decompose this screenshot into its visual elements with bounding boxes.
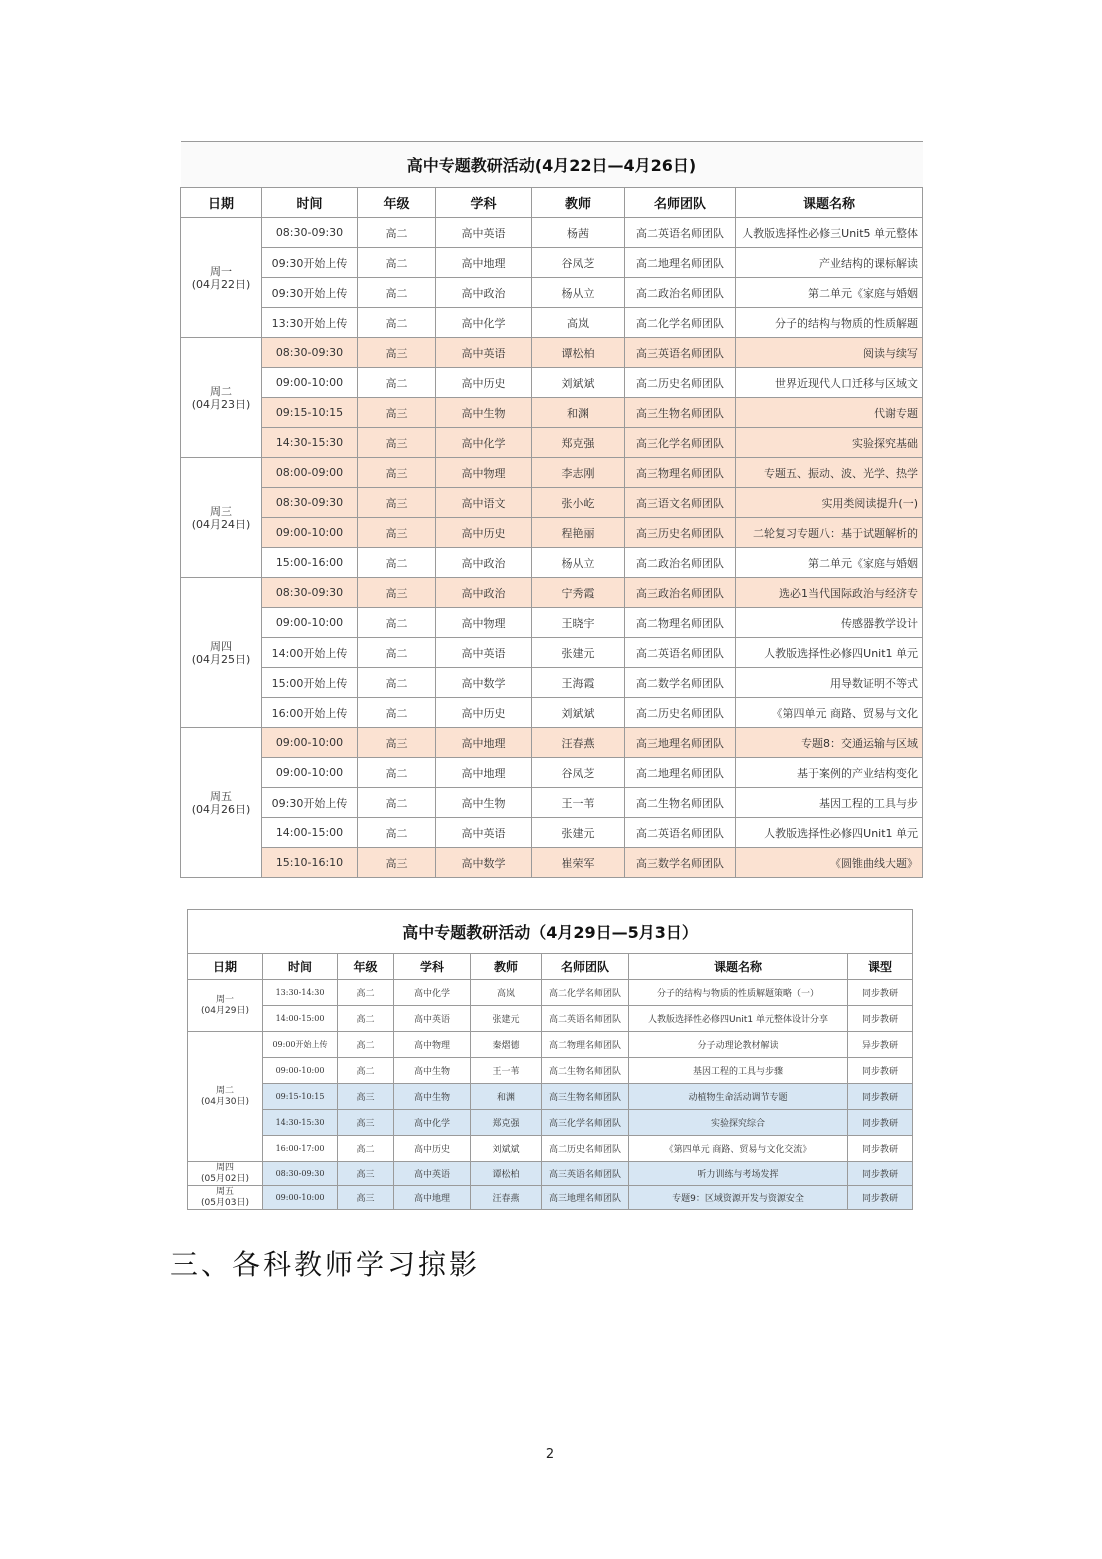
grade-cell: 高二 — [358, 818, 436, 848]
subject-cell: 高中数学 — [436, 668, 532, 698]
time-cell: 15:00开始上传 — [262, 668, 358, 698]
table-header-row — [181, 188, 923, 218]
subject-cell: 高中生物 — [436, 788, 532, 818]
table-row — [181, 608, 923, 638]
column-header: 名师团队 — [625, 188, 736, 218]
time-cell: 08:00-09:00 — [262, 458, 358, 488]
grade-cell: 高二 — [338, 1058, 394, 1084]
topic-cell: 基于案例的产业结构变化 — [736, 758, 923, 788]
topic-cell: 人教版选择性必修四Unit1 单元整体设计分享 — [629, 1006, 848, 1032]
grade-cell: 高三 — [358, 848, 436, 878]
table-row — [181, 368, 923, 398]
teacher-cell: 张建元 — [471, 1006, 542, 1032]
table-title: 高中专题教研活动（4月29日—5月3日） — [188, 910, 913, 954]
column-header: 日期 — [181, 188, 262, 218]
subject-cell: 高中化学 — [436, 428, 532, 458]
table-row — [181, 788, 923, 818]
grade-cell: 高三 — [358, 458, 436, 488]
type-cell: 同步教研 — [848, 1006, 913, 1032]
teacher-cell: 秦熠德 — [471, 1032, 542, 1058]
column-header: 日期 — [188, 954, 263, 980]
time-cell: 16:00-17:00 — [263, 1136, 338, 1162]
time-cell: 14:00-15:00 — [262, 818, 358, 848]
type-cell: 同步教研 — [848, 1110, 913, 1136]
subject-cell: 高中英语 — [436, 638, 532, 668]
grade-cell: 高三 — [358, 728, 436, 758]
teacher-cell: 李志刚 — [532, 458, 625, 488]
team-cell: 高三地理名师团队 — [625, 728, 736, 758]
subject-cell: 高中政治 — [436, 278, 532, 308]
teacher-cell: 张小屹 — [532, 488, 625, 518]
grade-cell: 高二 — [338, 1006, 394, 1032]
team-cell: 高二英语名师团队 — [625, 218, 736, 248]
table-row — [181, 548, 923, 578]
table-row — [181, 458, 923, 488]
subject-cell: 高中生物 — [394, 1084, 471, 1110]
subject-cell: 高中英语 — [436, 338, 532, 368]
teacher-cell: 汪春燕 — [471, 1186, 542, 1210]
time-cell: 09:15-10:15 — [262, 398, 358, 428]
team-cell: 高三数学名师团队 — [625, 848, 736, 878]
teacher-cell: 谭松柏 — [532, 338, 625, 368]
table-row — [188, 1032, 913, 1058]
time-cell: 08:30-09:30 — [262, 218, 358, 248]
subject-cell: 高中化学 — [394, 980, 471, 1006]
page-number: 2 — [545, 1447, 555, 1462]
date-cell: 周一 (04月22日) — [181, 218, 262, 338]
team-cell: 高三英语名师团队 — [625, 338, 736, 368]
grade-cell: 高二 — [358, 668, 436, 698]
topic-cell: 用导数证明不等式 — [736, 668, 923, 698]
time-cell: 08:30-09:30 — [263, 1162, 338, 1186]
time-cell: 15:10-16:10 — [262, 848, 358, 878]
table-row — [181, 248, 923, 278]
subject-cell: 高中物理 — [436, 458, 532, 488]
team-cell: 高三化学名师团队 — [542, 1110, 629, 1136]
teacher-cell: 程艳丽 — [532, 518, 625, 548]
date-cell: 周二 (04月23日) — [181, 338, 262, 458]
team-cell: 高二政治名师团队 — [625, 278, 736, 308]
teacher-cell: 杨从立 — [532, 548, 625, 578]
topic-cell: 动植物生命活动调节专题 — [629, 1084, 848, 1110]
teacher-cell: 谷凤芝 — [532, 758, 625, 788]
team-cell: 高二生物名师团队 — [625, 788, 736, 818]
topic-cell: 人教版选择性必修三Unit5 单元整体 — [736, 218, 923, 248]
time-cell: 15:00-16:00 — [262, 548, 358, 578]
teacher-cell: 汪春燕 — [532, 728, 625, 758]
teacher-cell: 和渊 — [532, 398, 625, 428]
type-cell: 同步教研 — [848, 1084, 913, 1110]
grade-cell: 高二 — [338, 1136, 394, 1162]
subject-cell: 高中地理 — [436, 758, 532, 788]
topic-cell: 专题五、振动、波、光学、热学 — [736, 458, 923, 488]
team-cell: 高三地理名师团队 — [542, 1186, 629, 1210]
team-cell: 高三语文名师团队 — [625, 488, 736, 518]
team-cell: 高三英语名师团队 — [542, 1162, 629, 1186]
grade-cell: 高二 — [358, 788, 436, 818]
type-cell: 同步教研 — [848, 1136, 913, 1162]
topic-cell: 世界近现代人口迁移与区域文 — [736, 368, 923, 398]
column-header: 教师 — [471, 954, 542, 980]
topic-cell: 代谢专题 — [736, 398, 923, 428]
subject-cell: 高中政治 — [436, 548, 532, 578]
teacher-cell: 崔荣军 — [532, 848, 625, 878]
topic-cell: 实用类阅读提升(一) — [736, 488, 923, 518]
time-cell: 09:00-10:00 — [263, 1186, 338, 1210]
table-header-row — [188, 954, 913, 980]
team-cell: 高三生物名师团队 — [625, 398, 736, 428]
subject-cell: 高中物理 — [436, 608, 532, 638]
topic-cell: 《第四单元 商路、贸易与文化交流》 — [629, 1136, 848, 1162]
time-cell: 08:30-09:30 — [262, 338, 358, 368]
teacher-cell: 郑克强 — [532, 428, 625, 458]
teacher-cell: 刘斌斌 — [471, 1136, 542, 1162]
team-cell: 高二化学名师团队 — [542, 980, 629, 1006]
table-row — [181, 308, 923, 338]
topic-cell: 《圆锥曲线大题》 — [736, 848, 923, 878]
team-cell: 高二历史名师团队 — [625, 698, 736, 728]
team-cell: 高二物理名师团队 — [625, 608, 736, 638]
table-row — [181, 668, 923, 698]
grade-cell: 高二 — [338, 1032, 394, 1058]
type-cell: 同步教研 — [848, 1058, 913, 1084]
teacher-cell: 和渊 — [471, 1084, 542, 1110]
date-cell: 周一 (04月29日) — [188, 980, 263, 1032]
subject-cell: 高中语文 — [436, 488, 532, 518]
topic-cell: 产业结构的课标解读 — [736, 248, 923, 278]
teacher-cell: 刘斌斌 — [532, 368, 625, 398]
time-cell: 13:30-14:30 — [263, 980, 338, 1006]
teacher-cell: 王一苇 — [532, 788, 625, 818]
column-header: 名师团队 — [542, 954, 629, 980]
subject-cell: 高中地理 — [394, 1186, 471, 1210]
teacher-cell: 高岚 — [532, 308, 625, 338]
topic-cell: 人教版选择性必修四Unit1 单元 — [736, 818, 923, 848]
grade-cell: 高二 — [338, 980, 394, 1006]
subject-cell: 高中英语 — [394, 1162, 471, 1186]
teacher-cell: 王晓宇 — [532, 608, 625, 638]
team-cell: 高二地理名师团队 — [625, 758, 736, 788]
grade-cell: 高二 — [358, 608, 436, 638]
team-cell: 高二历史名师团队 — [542, 1136, 629, 1162]
teacher-cell: 王海霞 — [532, 668, 625, 698]
topic-cell: 分子的结构与物质的性质解题 — [736, 308, 923, 338]
grade-cell: 高二 — [358, 368, 436, 398]
team-cell: 高二英语名师团队 — [625, 638, 736, 668]
time-cell: 09:00-10:00 — [262, 518, 358, 548]
table-row — [188, 1162, 913, 1186]
time-cell: 09:00-10:00 — [262, 608, 358, 638]
team-cell: 高三历史名师团队 — [625, 518, 736, 548]
subject-cell: 高中生物 — [436, 398, 532, 428]
time-cell: 14:00-15:00 — [263, 1006, 338, 1032]
subject-cell: 高中数学 — [436, 848, 532, 878]
time-cell: 09:30开始上传 — [262, 788, 358, 818]
section-heading: 三、各科教师学习掠影 — [170, 1248, 481, 1281]
team-cell: 高二英语名师团队 — [542, 1006, 629, 1032]
time-cell: 16:00开始上传 — [262, 698, 358, 728]
column-header: 课题名称 — [736, 188, 923, 218]
grade-cell: 高二 — [358, 278, 436, 308]
subject-cell: 高中英语 — [436, 818, 532, 848]
topic-cell: 选必1当代国际政治与经济专 — [736, 578, 923, 608]
topic-cell: 第二单元《家庭与婚姻 — [736, 548, 923, 578]
grade-cell: 高二 — [358, 758, 436, 788]
table-row — [181, 398, 923, 428]
time-cell: 09:00-10:00 — [262, 368, 358, 398]
grade-cell: 高三 — [338, 1084, 394, 1110]
date-cell: 周三 (04月24日) — [181, 458, 262, 578]
time-cell: 14:30-15:30 — [262, 428, 358, 458]
topic-cell: 二轮复习专题八：基于试题解析的 — [736, 518, 923, 548]
table-row — [181, 488, 923, 518]
team-cell: 高二历史名师团队 — [625, 368, 736, 398]
team-cell: 高二政治名师团队 — [625, 548, 736, 578]
topic-cell: 《第四单元 商路、贸易与文化 — [736, 698, 923, 728]
teacher-cell: 郑克强 — [471, 1110, 542, 1136]
table-row — [188, 1186, 913, 1210]
subject-cell: 高中地理 — [436, 248, 532, 278]
table-row — [188, 1136, 913, 1162]
type-cell: 同步教研 — [848, 1162, 913, 1186]
time-cell: 09:00-10:00 — [263, 1058, 338, 1084]
table-row — [181, 818, 923, 848]
column-header: 学科 — [394, 954, 471, 980]
subject-cell: 高中历史 — [436, 368, 532, 398]
subject-cell: 高中化学 — [436, 308, 532, 338]
table-row — [181, 698, 923, 728]
column-header: 教师 — [532, 188, 625, 218]
grade-cell: 高三 — [358, 488, 436, 518]
type-cell: 同步教研 — [848, 1186, 913, 1210]
column-header: 年级 — [358, 188, 436, 218]
time-cell: 09:30开始上传 — [262, 248, 358, 278]
column-header: 时间 — [263, 954, 338, 980]
date-cell: 周二 (04月30日) — [188, 1032, 263, 1162]
type-cell: 异步教研 — [848, 1032, 913, 1058]
table-row — [188, 1084, 913, 1110]
time-cell: 09:30开始上传 — [262, 278, 358, 308]
time-cell: 13:30开始上传 — [262, 308, 358, 338]
column-header: 课型 — [848, 954, 913, 980]
teacher-cell: 谷凤芝 — [532, 248, 625, 278]
teacher-cell: 刘斌斌 — [532, 698, 625, 728]
type-cell: 同步教研 — [848, 980, 913, 1006]
grade-cell: 高二 — [358, 248, 436, 278]
topic-cell: 实验探究基础 — [736, 428, 923, 458]
topic-cell: 人教版选择性必修四Unit1 单元 — [736, 638, 923, 668]
subject-cell: 高中生物 — [394, 1058, 471, 1084]
schedule-table-apr29-may3 — [187, 909, 913, 1210]
column-header: 年级 — [338, 954, 394, 980]
teacher-cell: 王一苇 — [471, 1058, 542, 1084]
teacher-cell: 杨茜 — [532, 218, 625, 248]
table-row — [181, 428, 923, 458]
team-cell: 高三政治名师团队 — [625, 578, 736, 608]
topic-cell: 专题8：交通运输与区域 — [736, 728, 923, 758]
topic-cell: 阅读与续写 — [736, 338, 923, 368]
grade-cell: 高三 — [358, 578, 436, 608]
table-row — [188, 1110, 913, 1136]
column-header: 时间 — [262, 188, 358, 218]
topic-cell: 第二单元《家庭与婚姻 — [736, 278, 923, 308]
teacher-cell: 宁秀霞 — [532, 578, 625, 608]
column-header: 课题名称 — [629, 954, 848, 980]
topic-cell: 专题9：区域资源开发与资源安全 — [629, 1186, 848, 1210]
table-row — [188, 1058, 913, 1084]
time-cell: 14:00开始上传 — [262, 638, 358, 668]
subject-cell: 高中历史 — [436, 518, 532, 548]
subject-cell: 高中地理 — [436, 728, 532, 758]
table-title-row — [188, 910, 913, 954]
table-row — [181, 578, 923, 608]
table-row — [181, 638, 923, 668]
teacher-cell: 杨从立 — [532, 278, 625, 308]
grade-cell: 高二 — [358, 638, 436, 668]
date-cell: 周四 (04月25日) — [181, 578, 262, 728]
team-cell: 高二地理名师团队 — [625, 248, 736, 278]
grade-cell: 高二 — [358, 548, 436, 578]
time-cell: 09:00-10:00 — [262, 728, 358, 758]
table-row — [181, 848, 923, 878]
subject-cell: 高中化学 — [394, 1110, 471, 1136]
subject-cell: 高中历史 — [436, 698, 532, 728]
column-header: 学科 — [436, 188, 532, 218]
table-row — [181, 728, 923, 758]
time-cell: 08:30-09:30 — [262, 578, 358, 608]
grade-cell: 高二 — [358, 308, 436, 338]
topic-cell: 实验探究综合 — [629, 1110, 848, 1136]
grade-cell: 高二 — [358, 698, 436, 728]
team-cell: 高二英语名师团队 — [625, 818, 736, 848]
teacher-cell: 谭松柏 — [471, 1162, 542, 1186]
subject-cell: 高中政治 — [436, 578, 532, 608]
table-row — [188, 1006, 913, 1032]
grade-cell: 高三 — [358, 428, 436, 458]
topic-cell: 基因工程的工具与步骤 — [629, 1058, 848, 1084]
grade-cell: 高三 — [358, 518, 436, 548]
grade-cell: 高三 — [338, 1186, 394, 1210]
grade-cell: 高二 — [358, 218, 436, 248]
topic-cell: 基因工程的工具与步 — [736, 788, 923, 818]
teacher-cell: 张建元 — [532, 818, 625, 848]
table-row — [181, 338, 923, 368]
subject-cell: 高中历史 — [394, 1136, 471, 1162]
subject-cell: 高中英语 — [394, 1006, 471, 1032]
time-cell: 08:30-09:30 — [262, 488, 358, 518]
date-cell: 周五 (05月03日) — [188, 1186, 263, 1210]
topic-cell: 传感器教学设计 — [736, 608, 923, 638]
subject-cell: 高中物理 — [394, 1032, 471, 1058]
team-cell: 高三生物名师团队 — [542, 1084, 629, 1110]
grade-cell: 高三 — [358, 338, 436, 368]
teacher-cell: 张建元 — [532, 638, 625, 668]
date-cell: 周五 (04月26日) — [181, 728, 262, 878]
time-cell: 09:00开始上传 — [263, 1032, 338, 1058]
grade-cell: 高三 — [338, 1162, 394, 1186]
time-cell: 09:15-10:15 — [263, 1084, 338, 1110]
schedule-table-apr22-26 — [180, 141, 923, 878]
team-cell: 高二数学名师团队 — [625, 668, 736, 698]
topic-cell: 听力训练与考场发挥 — [629, 1162, 848, 1186]
team-cell: 高二生物名师团队 — [542, 1058, 629, 1084]
table-row — [188, 980, 913, 1006]
team-cell: 高二物理名师团队 — [542, 1032, 629, 1058]
time-cell: 14:30-15:30 — [263, 1110, 338, 1136]
table-title: 高中专题教研活动(4月22日—4月26日) — [181, 142, 923, 188]
topic-cell: 分子动理论教材解读 — [629, 1032, 848, 1058]
subject-cell: 高中英语 — [436, 218, 532, 248]
team-cell: 高二化学名师团队 — [625, 308, 736, 338]
grade-cell: 高三 — [338, 1110, 394, 1136]
table-row — [181, 758, 923, 788]
time-cell: 09:00-10:00 — [262, 758, 358, 788]
grade-cell: 高三 — [358, 398, 436, 428]
topic-cell: 分子的结构与物质的性质解题策略（一） — [629, 980, 848, 1006]
team-cell: 高三化学名师团队 — [625, 428, 736, 458]
team-cell: 高三物理名师团队 — [625, 458, 736, 488]
date-cell: 周四 (05月02日) — [188, 1162, 263, 1186]
table-row — [181, 518, 923, 548]
teacher-cell: 高岚 — [471, 980, 542, 1006]
table-row — [181, 278, 923, 308]
table-row — [181, 218, 923, 248]
table-title-row — [181, 142, 923, 188]
